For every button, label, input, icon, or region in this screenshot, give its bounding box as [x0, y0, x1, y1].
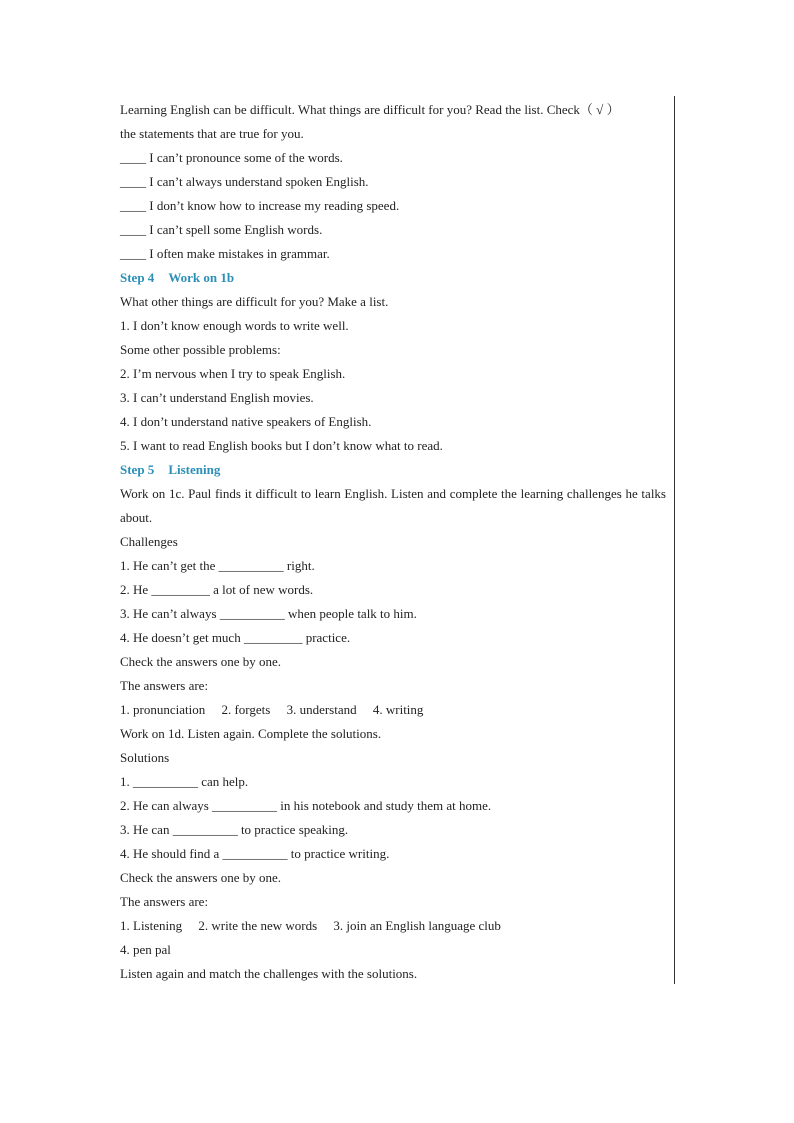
step-5-instruction-2: Work on 1d. Listen again. Complete the solutions.	[120, 726, 382, 741]
margin-rule	[674, 96, 675, 984]
step-5-title: Listening	[168, 462, 221, 477]
answers-label-1: The answers are:	[120, 678, 209, 693]
challenge-item: 3. He can’t always __________ when people talk to him.	[120, 606, 417, 621]
check-answers-2: Check the answers one by one.	[120, 870, 282, 885]
checklist-item: ____ I can’t always understand spoken English.	[120, 174, 369, 189]
checklist-item: ____ I don’t know how to increase my reading speed.	[120, 198, 400, 213]
step-4-number: Step 4	[120, 270, 155, 285]
answers-1: 1. pronunciation 2. forgets 3. understand 4. writing	[120, 702, 424, 717]
step-4-prompt: What other things are difficult for you? Make a list.	[120, 294, 389, 309]
step-5-number: Step 5	[120, 462, 155, 477]
answers-2-continued: 4. pen pal	[120, 942, 171, 957]
step-4-heading	[120, 266, 666, 290]
step-4-item-1: 1. I don’t know enough words to write well.	[120, 318, 349, 333]
problem-item: 5. I want to read English books but I don’t know what to read.	[120, 438, 443, 453]
lesson-content	[120, 98, 666, 986]
intro-line-2: the statements that are true for you.	[120, 126, 304, 141]
checklist-item: ____ I can’t pronounce some of the words.	[120, 150, 343, 165]
solutions-label: Solutions	[120, 750, 170, 765]
final-instruction: Listen again and match the challenges with the solutions.	[120, 966, 418, 981]
challenges-label: Challenges	[120, 534, 178, 549]
check-answers-1: Check the answers one by one.	[120, 654, 282, 669]
checklist-item: ____ I can’t spell some English words.	[120, 222, 323, 237]
step-5-instruction: Work on 1c. Paul finds it difficult to learn English. Listen and complete the learning challenges he talks about.	[120, 486, 666, 525]
step-4-title: Work on 1b	[168, 270, 235, 285]
answers-2: 1. Listening 2. write the new words 3. join an English language club	[120, 918, 501, 933]
intro-line-1: Learning English can be difficult. What things are difficult for you? Read the list. Check（ √ ）	[120, 102, 620, 117]
step-5-heading	[120, 458, 666, 482]
problem-item: 4. I don’t understand native speakers of English.	[120, 414, 372, 429]
problem-item: 3. I can’t understand English movies.	[120, 390, 314, 405]
step-4-other-label: Some other possible problems:	[120, 342, 281, 357]
solution-item: 1. __________ can help.	[120, 774, 249, 789]
checklist-item: ____ I often make mistakes in grammar.	[120, 246, 330, 261]
solution-item: 4. He should find a __________ to practice writing.	[120, 846, 390, 861]
challenge-item: 1. He can’t get the __________ right.	[120, 558, 315, 573]
answers-label-2: The answers are:	[120, 894, 209, 909]
problem-item: 2. I’m nervous when I try to speak English.	[120, 366, 346, 381]
challenge-item: 4. He doesn’t get much _________ practice.	[120, 630, 351, 645]
solution-item: 2. He can always __________ in his notebook and study them at home.	[120, 798, 492, 813]
solution-item: 3. He can __________ to practice speaking.	[120, 822, 349, 837]
challenge-item: 2. He _________ a lot of new words.	[120, 582, 314, 597]
